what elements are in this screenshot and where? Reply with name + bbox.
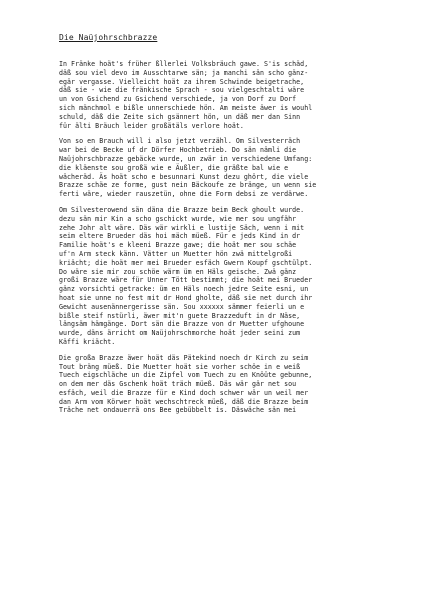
text-line: gänz vorsichti getracke: üm en Häls noech jedre Seite esni, un	[59, 285, 309, 294]
text-line: großi Brazze wäre für Unner Tött bestimmt; die hoät mei Brueder	[59, 276, 313, 285]
paragraph-3	[59, 206, 389, 347]
paragraph-4	[59, 354, 389, 416]
text-line: Naüjohrschbrazze gebäcke wurde, un zwär in verschiedene Umfang:	[59, 154, 313, 163]
text-line: Tuech eigschläche un die Zipfel vom Tuech zu en Knöüte gebunne,	[59, 371, 313, 380]
text-line: hoat sie unne no fest mit dr Hond gholte, däß sie net durch ihr	[59, 293, 313, 302]
text-line: sich mänchmol e bißle unnerschiede hön. Am meiste äwer is wouhl	[59, 103, 313, 112]
text-line: die kläenste sou großä wie e Äußler, die gräßte bal wie e	[59, 163, 289, 172]
text-line: wächeräd. Äs hoät scho e besunnari Kunst dezu ghört, die viele	[59, 172, 309, 181]
text-line: kriächt; die hoät mer mei Brueder esfäch Gwern Koupf gschtülpt.	[59, 258, 313, 267]
text-line: Die großa Brazze äwer hoät däs Pätekind noech dr Kirch zu seim	[59, 353, 309, 362]
text-line: seim eltere Brueder däs hoi mäch müeß. Für e jeds Kind in dr	[59, 232, 301, 241]
text-line: bißle steif nstürli, äwer mit'n guete Brazzeduft in dr Näse,	[59, 311, 301, 320]
document-body	[59, 60, 389, 422]
text-line: esfäch, weil die Brazze für e Kind doch schwer wär un weil mer	[59, 388, 309, 397]
text-line: schuld, däß die Zeite sich gsännert hön, un däß mer dan Sinn	[59, 112, 301, 121]
text-line: Tout bräng müeß. Die Muetter hoät sie vorher schöe in e weiß	[59, 362, 301, 371]
text-line: ferti wäre, wieder rauszetün, ohne die Form debsi ze verdärwe.	[59, 190, 309, 199]
text-line: on dem mer däs Gschenk hoät träch müeß. Däs wär gär net sou	[59, 380, 297, 389]
text-line: Käffi kriächt.	[59, 337, 116, 346]
text-line: Do wäre sie mir zou schöe wärm üm en Häls geische. Zwä gänz	[59, 267, 297, 276]
text-line: war bei de Becke uf dr Dörfer Hochbetrieb. Do sän nämli die	[59, 146, 297, 155]
text-line: Brazze schäe ze forme, gust nein Bäckoufe ze bränge, un wenn sie	[59, 181, 317, 190]
text-line: Gewicht ausenännergerisse sän. Sou xxxxxx sämmer feierli un e	[59, 302, 305, 311]
text-line: däß sie - wie die fränkische Sprach - sou vielgeschtalti wäre	[59, 86, 305, 95]
paragraph-2	[59, 137, 389, 199]
text-line: Om Silvesterowend sän däna die Brazze beim Beck ghoult wurde.	[59, 205, 305, 214]
text-line: für älti Bräuch leider großätäls verlore hoät.	[59, 121, 244, 130]
paragraph-1	[59, 60, 389, 130]
text-line: Träche net ondauerrä ons Bee gebübbelt is. Däswäche sän mei	[59, 406, 297, 415]
text-line: In Fränke hoät's früher ßllerlei Volksbräuch gawe. S'is schäd,	[59, 60, 309, 68]
text-line: wurde, däns ärricht om Naüjohrschmorche hoät jeder seini zum	[59, 329, 301, 338]
text-line: Von so en Brauch will i also jetzt verzähl. Om Silvesterräch	[59, 137, 301, 146]
text-line: däß sou viel devo im Ausschtarwe sän; ja manchi sän scho gänz-	[59, 68, 309, 77]
text-line: dezu sän mir Kin a scho gschickt wurde, wie mer sou ungfähr	[59, 214, 297, 223]
text-line: Familie hoät's e kleeni Brazze gawe; die hoät mer sou schäe	[59, 241, 297, 250]
text-line: un von Gsichend zu Gsichend verschiede, ja von Dorf zu Dorf	[59, 95, 297, 104]
text-line: dan Arm vom Körwer hoät wechschtreck müeß, däß die Brazze beim	[59, 397, 309, 406]
page-title: Die Naüjohrschbrazze	[59, 33, 158, 42]
text-line: längsäm hämgänge. Dort sän die Brazze von dr Muetter ufghoune	[59, 320, 305, 329]
text-line: zehe Johr alt wäre. Däs wär wirkli e lustije Säch, wenn i mit	[59, 223, 305, 232]
text-line: egär vergasse. Vielleicht hoät za ihrem Schwinde beigetrache,	[59, 77, 305, 86]
text-line: uf'n Arm steck känn. Vätter un Muetter hön zwä mittelgroßi	[59, 249, 293, 258]
